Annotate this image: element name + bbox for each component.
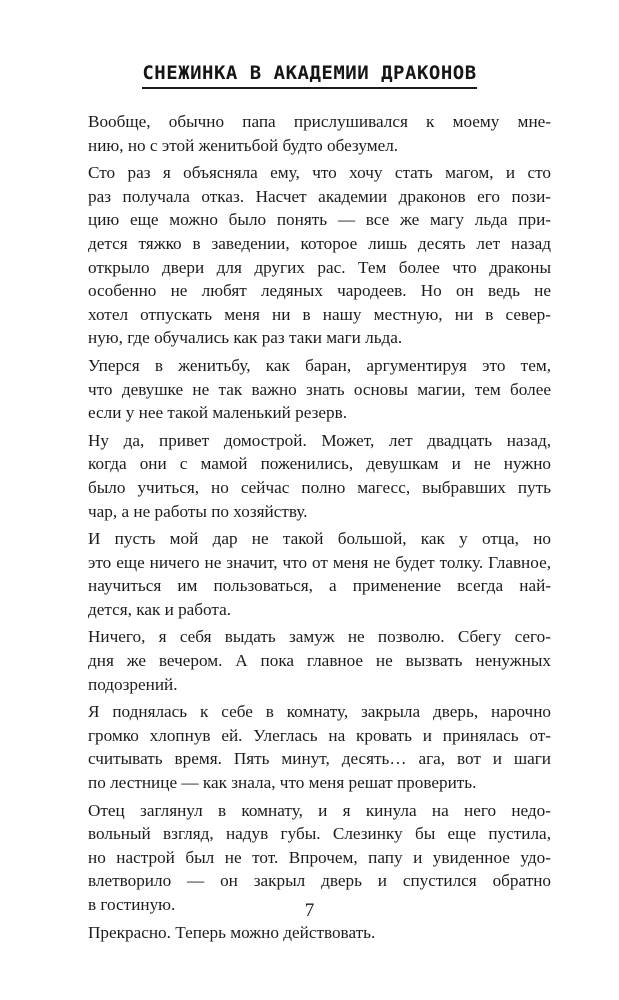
text-line: Вообще, обычно папа прислушивался к моему мне- <box>88 112 551 131</box>
text-line: научиться им пользоваться, а применение всегда най- <box>88 576 551 596</box>
body-text <box>64 110 551 948</box>
text-line: но настрой был не тот. Впрочем, папу и увиденное удо- <box>88 847 551 867</box>
text-line: что девушке не так важно знать основы магии, тем более <box>88 379 551 399</box>
text-line: раз получала отказ. Насчет академии драконов его пози- <box>88 186 551 206</box>
paragraph <box>64 161 551 350</box>
paragraph <box>64 354 551 425</box>
text-line: особенно не любят ледяных чародеев. Но он ведь не <box>88 281 551 301</box>
text-line: открыло двери для других рас. Тем более что драконы <box>88 257 551 277</box>
text-line: ную, где обучались как раз таки маги льда. <box>88 328 403 348</box>
text-line: нию, но с этой женитьбой будто обезумел. <box>88 135 399 155</box>
text-line: Я поднялась к себе в комнату, закрыла дверь, нарочно <box>88 702 551 722</box>
text-line: Прекрасно. Теперь можно действовать. <box>88 922 376 942</box>
text-line: Ничего, я себя выдать замуж не позволю. Сбегу сего- <box>88 627 551 647</box>
text-line: это еще ничего не значит, что от меня не будет толку. Главное, <box>88 552 551 572</box>
paragraph <box>64 625 551 696</box>
text-line: вольный взгляд, надув губы. Слезинку бы еще пустила, <box>88 824 551 844</box>
text-line: Ну да, привет домострой. Может, лет двадцать назад, <box>88 430 551 450</box>
page-number: 7 <box>304 900 315 921</box>
text-line: дется тяжко в заведении, которое лишь десять лет назад <box>88 233 551 253</box>
text-line: было учиться, но сейчас полно магесс, выбравших путь <box>88 477 551 497</box>
paragraph <box>64 921 551 945</box>
text-line: дня же вечером. А пока главное не вызвать ненужных <box>88 651 551 671</box>
text-line: влетворило — он закрыл дверь и спустился обратно <box>88 871 551 891</box>
text-line: цию еще можно было понять — все же магу льда при- <box>88 210 551 230</box>
text-line: И пусть мой дар не такой большой, как у отца, но <box>88 529 551 549</box>
text-line: считывать время. Пять минут, десять… ага, вот и шаги <box>88 749 551 769</box>
running-header <box>0 62 619 89</box>
paragraph <box>64 700 551 794</box>
paragraph <box>64 799 551 917</box>
text-line: Отец заглянул в комнату, и я кинула на него недо- <box>88 800 551 820</box>
paragraph <box>64 110 551 157</box>
text-line: в гостиную. <box>88 895 176 914</box>
text-line: подозрений. <box>88 674 178 694</box>
text-line: дется, как и работа. <box>88 599 232 619</box>
paragraph <box>64 527 551 621</box>
text-line: Сто раз я объясняла ему, что хочу стать магом, и сто <box>88 163 551 183</box>
text-line: громко хлопнув ей. Улеглась на кровать и принялась от- <box>88 725 551 745</box>
text-line: когда они с мамой поженились, девушкам и не нужно <box>88 454 551 474</box>
paragraph <box>64 429 551 523</box>
text-line: Уперся в женитьбу, как баран, аргументируя это тем, <box>88 355 551 375</box>
running-header-title: СНЕЖИНКА В АКАДЕМИИ ДРАКОНОВ <box>142 62 476 89</box>
text-line: хотел отпускать меня ни в нашу местную, ни в север- <box>88 304 551 324</box>
text-line: чар, а не работы по хозяйству. <box>88 501 308 521</box>
text-line: если у нее такой маленький резерв. <box>88 403 347 423</box>
text-line: по лестнице — как знала, что меня решат проверить. <box>88 773 477 793</box>
